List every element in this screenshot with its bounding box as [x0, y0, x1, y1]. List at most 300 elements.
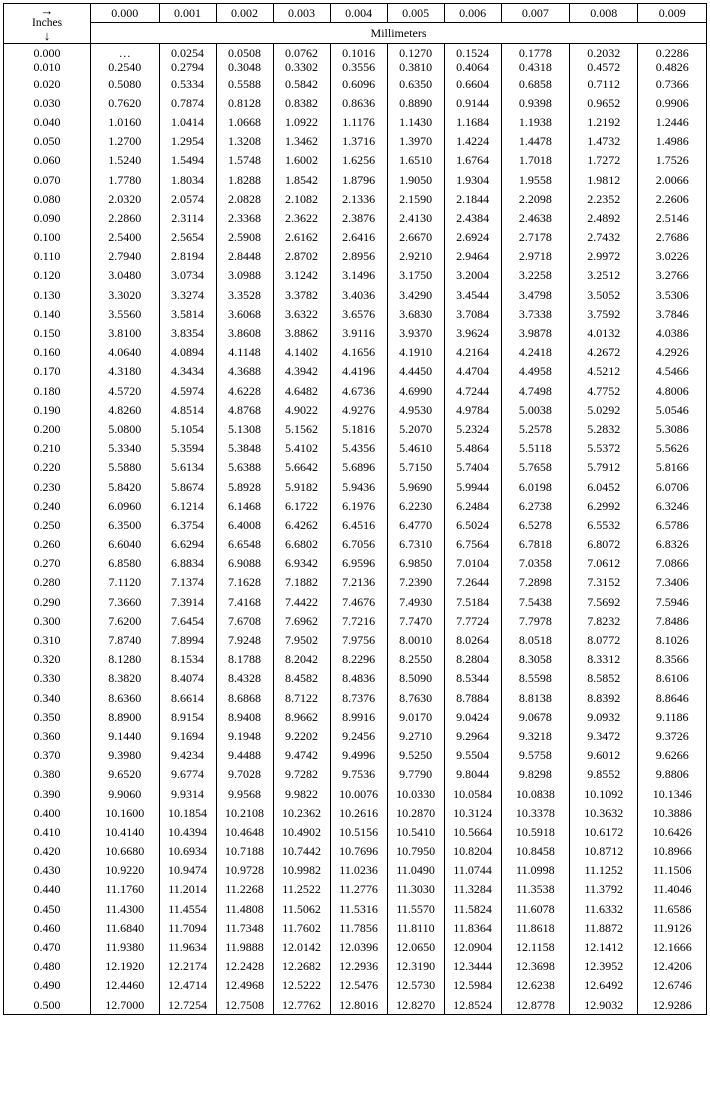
mm-value-cell: 0.4826	[638, 60, 707, 74]
mm-value-cell: 8.5852	[570, 669, 638, 688]
mm-value-cell: 5.0038	[501, 400, 569, 419]
mm-value-cell: 8.3566	[638, 650, 707, 669]
mm-value-cell: 1.5748	[216, 151, 273, 170]
mm-value-cell: 5.1308	[216, 419, 273, 438]
mm-value-cell: 2.7432	[570, 228, 638, 247]
mm-value-cell: 7.1628	[216, 573, 273, 592]
mm-value-cell: 0.8890	[387, 93, 444, 112]
mm-value-cell: 1.5240	[91, 151, 159, 170]
mm-value-cell: 10.4648	[216, 822, 273, 841]
mm-value-cell: 0.2286	[638, 44, 707, 61]
mm-value-cell: 0.8128	[216, 93, 273, 112]
table-row	[4, 707, 707, 726]
mm-value-cell: 8.4328	[216, 669, 273, 688]
mm-value-cell: 2.9464	[444, 247, 501, 266]
mm-value-cell: 11.9888	[216, 937, 273, 956]
mm-value-cell: 6.8580	[91, 554, 159, 573]
mm-value-cell: 7.3660	[91, 592, 159, 611]
mm-value-cell: 10.6172	[570, 822, 638, 841]
mm-value-cell: 1.0922	[273, 112, 330, 131]
mm-value-cell: 8.2042	[273, 650, 330, 669]
table-row	[4, 937, 707, 956]
mm-value-cell: 5.7658	[501, 458, 569, 477]
mm-value-cell: 1.3970	[387, 132, 444, 151]
mm-value-cell: 11.8872	[570, 918, 638, 937]
mm-value-cell: 4.1656	[330, 343, 387, 362]
mm-value-cell: 10.6426	[638, 822, 707, 841]
mm-value-cell: 7.2390	[387, 573, 444, 592]
mm-value-cell: 11.0744	[444, 861, 501, 880]
mm-value-cell: 3.3020	[91, 285, 159, 304]
column-header: 0.006	[444, 4, 501, 23]
mm-value-cell: 6.5786	[638, 515, 707, 534]
mm-value-cell: 9.0424	[444, 707, 501, 726]
mm-value-cell: 10.4902	[273, 822, 330, 841]
mm-value-cell: 0.0508	[216, 44, 273, 61]
mm-value-cell: 12.0142	[273, 937, 330, 956]
mm-value-cell: 3.2258	[501, 266, 569, 285]
mm-value-cell: 11.8364	[444, 918, 501, 937]
mm-value-cell: 9.8552	[570, 765, 638, 784]
table-row	[4, 362, 707, 381]
mm-value-cell: 11.2014	[159, 880, 216, 899]
mm-value-cell: 7.6962	[273, 611, 330, 630]
mm-value-cell: 12.9286	[638, 995, 707, 1015]
mm-value-cell: 4.3688	[216, 362, 273, 381]
table-row	[4, 515, 707, 534]
mm-value-cell: 7.6200	[91, 611, 159, 630]
mm-value-cell: 5.8928	[216, 477, 273, 496]
mm-value-cell: 2.6924	[444, 228, 501, 247]
mm-value-cell: 1.7526	[638, 151, 707, 170]
mm-value-cell: 8.1788	[216, 650, 273, 669]
mm-value-cell: 9.2202	[273, 726, 330, 745]
mm-value-cell: 0.0254	[159, 44, 216, 61]
inch-value-cell: 0.370	[4, 746, 91, 765]
mm-value-cell: 2.8194	[159, 247, 216, 266]
inch-value-cell: 0.310	[4, 630, 91, 649]
mm-value-cell: 9.7028	[216, 765, 273, 784]
inch-value-cell: 0.130	[4, 285, 91, 304]
mm-value-cell: 10.0076	[330, 784, 387, 803]
mm-value-cell: 0.6604	[444, 74, 501, 93]
mm-value-cell: 12.5222	[273, 976, 330, 995]
table-row	[4, 822, 707, 841]
mm-value-cell: 5.9182	[273, 477, 330, 496]
mm-value-cell: 6.7564	[444, 535, 501, 554]
inch-value-cell: 0.030	[4, 93, 91, 112]
mm-value-cell: 4.2418	[501, 343, 569, 362]
mm-value-cell: 5.6388	[216, 458, 273, 477]
mm-value-cell: 1.6002	[273, 151, 330, 170]
mm-value-cell: 1.0160	[91, 112, 159, 131]
mm-value-cell: 4.9022	[273, 400, 330, 419]
mm-value-cell: 5.1816	[330, 419, 387, 438]
mm-value-cell: 1.8288	[216, 170, 273, 189]
mm-value-cell: 9.6774	[159, 765, 216, 784]
mm-value-cell: 12.5984	[444, 976, 501, 995]
table-row	[4, 784, 707, 803]
mm-value-cell: 9.2964	[444, 726, 501, 745]
mm-value-cell: 0.0762	[273, 44, 330, 61]
mm-value-cell: 5.7404	[444, 458, 501, 477]
mm-value-cell: 10.4140	[91, 822, 159, 841]
mm-value-cell: 10.3632	[570, 803, 638, 822]
inch-value-cell: 0.150	[4, 323, 91, 342]
mm-value-cell: 4.1148	[216, 343, 273, 362]
column-header: 0.007	[501, 4, 569, 23]
mm-value-cell: 2.2606	[638, 189, 707, 208]
mm-value-cell: 6.9596	[330, 554, 387, 573]
mm-value-cell: 9.7282	[273, 765, 330, 784]
mm-value-cell: 11.5570	[387, 899, 444, 918]
mm-value-cell: 6.2738	[501, 496, 569, 515]
mm-value-cell: 10.9982	[273, 861, 330, 880]
mm-value-cell: 8.6106	[638, 669, 707, 688]
mm-value-cell: 4.7752	[570, 381, 638, 400]
mm-value-cell: 10.6934	[159, 842, 216, 861]
mm-value-cell: 2.3622	[273, 208, 330, 227]
table-row	[4, 132, 707, 151]
conversion-table-container	[3, 3, 707, 1091]
mm-value-cell: 9.1440	[91, 726, 159, 745]
inch-value-cell: 0.050	[4, 132, 91, 151]
mm-value-cell: 5.2578	[501, 419, 569, 438]
table-row	[4, 170, 707, 189]
inch-value-cell: 0.320	[4, 650, 91, 669]
inch-value-cell: 0.330	[4, 669, 91, 688]
mm-value-cell: 0.8382	[273, 93, 330, 112]
mm-value-cell: 4.5212	[570, 362, 638, 381]
mm-value-cell: 1.1938	[501, 112, 569, 131]
mm-value-cell: 8.2296	[330, 650, 387, 669]
mm-value-cell: 7.7724	[444, 611, 501, 630]
mm-value-cell: 12.2428	[216, 957, 273, 976]
mm-value-cell: 12.4206	[638, 957, 707, 976]
mm-value-cell: 7.8232	[570, 611, 638, 630]
mm-value-cell: 5.9690	[387, 477, 444, 496]
mm-value-cell: 12.3444	[444, 957, 501, 976]
mm-value-cell: 7.2136	[330, 573, 387, 592]
mm-value-cell: 6.0452	[570, 477, 638, 496]
mm-value-cell: 7.2644	[444, 573, 501, 592]
mm-value-cell: 0.6096	[330, 74, 387, 93]
mm-value-cell: 5.4102	[273, 439, 330, 458]
mm-value-cell: 3.6322	[273, 304, 330, 323]
mm-value-cell: 3.3528	[216, 285, 273, 304]
mm-value-cell: 9.9314	[159, 784, 216, 803]
inch-value-cell: 0.190	[4, 400, 91, 419]
mm-value-cell: 3.0226	[638, 247, 707, 266]
table-row	[4, 304, 707, 323]
mm-value-cell: 0.3302	[273, 60, 330, 74]
mm-value-cell: 3.5814	[159, 304, 216, 323]
mm-value-cell: 4.8006	[638, 381, 707, 400]
mm-value-cell: 9.2456	[330, 726, 387, 745]
mm-value-cell: 9.7790	[387, 765, 444, 784]
mm-value-cell: 7.8994	[159, 630, 216, 649]
mm-value-cell: 5.6896	[330, 458, 387, 477]
mm-value-cell: 9.5250	[387, 746, 444, 765]
mm-value-cell: 5.5372	[570, 439, 638, 458]
mm-value-cell: 3.9878	[501, 323, 569, 342]
table-row	[4, 228, 707, 247]
column-header: 0.005	[387, 4, 444, 23]
mm-value-cell: 10.6680	[91, 842, 159, 861]
mm-value-cell: 1.1176	[330, 112, 387, 131]
inch-value-cell: 0.070	[4, 170, 91, 189]
mm-value-cell: 8.1280	[91, 650, 159, 669]
mm-value-cell: 2.9972	[570, 247, 638, 266]
mm-value-cell: 6.6040	[91, 535, 159, 554]
mm-value-cell: 9.8806	[638, 765, 707, 784]
mm-value-cell: 4.9784	[444, 400, 501, 419]
mm-value-cell: 0.9398	[501, 93, 569, 112]
mm-value-cell: 12.3952	[570, 957, 638, 976]
mm-value-cell: 6.8072	[570, 535, 638, 554]
mm-value-cell: 3.0480	[91, 266, 159, 285]
mm-value-cell: 6.9088	[216, 554, 273, 573]
mm-value-cell: 4.0640	[91, 343, 159, 362]
mm-value-cell: 1.8796	[330, 170, 387, 189]
mm-value-cell: 11.2522	[273, 880, 330, 899]
mm-value-cell: 8.8392	[570, 688, 638, 707]
inch-value-cell: 0.270	[4, 554, 91, 573]
inch-value-cell: 0.120	[4, 266, 91, 285]
mm-value-cell: 6.9342	[273, 554, 330, 573]
mm-value-cell: 3.2766	[638, 266, 707, 285]
mm-value-cell: 4.1402	[273, 343, 330, 362]
header-row-unit	[4, 23, 707, 44]
mm-value-cell: 1.2954	[159, 132, 216, 151]
mm-value-cell: 9.7536	[330, 765, 387, 784]
mm-value-cell: 3.4544	[444, 285, 501, 304]
mm-value-cell: 12.8016	[330, 995, 387, 1015]
mm-value-cell: 11.6840	[91, 918, 159, 937]
inch-value-cell: 0.040	[4, 112, 91, 131]
mm-value-cell: 8.3058	[501, 650, 569, 669]
mm-value-cell: 11.3284	[444, 880, 501, 899]
mm-value-cell: 11.9380	[91, 937, 159, 956]
mm-value-cell: 6.4262	[273, 515, 330, 534]
mm-value-cell: 2.6416	[330, 228, 387, 247]
mm-value-cell: 10.1600	[91, 803, 159, 822]
table-row	[4, 842, 707, 861]
mm-value-cell: 8.7376	[330, 688, 387, 707]
table-row	[4, 343, 707, 362]
column-header: 0.001	[159, 4, 216, 23]
mm-value-cell: 8.1534	[159, 650, 216, 669]
inch-value-cell: 0.400	[4, 803, 91, 822]
mm-value-cell: 0.9906	[638, 93, 707, 112]
mm-value-cell: 11.7348	[216, 918, 273, 937]
mm-value-cell: 7.1882	[273, 573, 330, 592]
mm-value-cell: 4.4196	[330, 362, 387, 381]
mm-value-cell: 11.3792	[570, 880, 638, 899]
mm-value-cell: 0.8636	[330, 93, 387, 112]
mm-value-cell: 2.1082	[273, 189, 330, 208]
inch-value-cell: 0.060	[4, 151, 91, 170]
mm-value-cell: 9.9060	[91, 784, 159, 803]
mm-value-cell: 12.5730	[387, 976, 444, 995]
mm-value-cell: 1.9050	[387, 170, 444, 189]
mm-value-cell: 3.6068	[216, 304, 273, 323]
mm-value-cell: 4.8514	[159, 400, 216, 419]
mm-value-cell: 11.5062	[273, 899, 330, 918]
mm-value-cell: 12.0650	[387, 937, 444, 956]
mm-value-cell: 10.2108	[216, 803, 273, 822]
mm-value-cell: 1.0414	[159, 112, 216, 131]
table-row	[4, 535, 707, 554]
mm-value-cell: 0.6350	[387, 74, 444, 93]
column-header: 0.008	[570, 4, 638, 23]
mm-value-cell: 10.7950	[387, 842, 444, 861]
mm-value-cell: 9.5758	[501, 746, 569, 765]
mm-value-cell: 5.4864	[444, 439, 501, 458]
mm-value-cell: 12.6492	[570, 976, 638, 995]
mm-value-cell: 2.3368	[216, 208, 273, 227]
mm-value-cell: 3.8354	[159, 323, 216, 342]
mm-value-cell: 7.3914	[159, 592, 216, 611]
mm-value-cell: 6.3246	[638, 496, 707, 515]
mm-value-cell: 11.6332	[570, 899, 638, 918]
mm-value-cell: 2.9718	[501, 247, 569, 266]
mm-value-cell: 10.0584	[444, 784, 501, 803]
mm-value-cell: 1.2700	[91, 132, 159, 151]
inch-value-cell: 0.410	[4, 822, 91, 841]
mm-value-cell: 8.6360	[91, 688, 159, 707]
mm-value-cell: 4.2926	[638, 343, 707, 362]
table-row	[4, 266, 707, 285]
mm-value-cell: 1.6256	[330, 151, 387, 170]
mm-value-cell: 8.1026	[638, 630, 707, 649]
mm-value-cell: 1.7272	[570, 151, 638, 170]
inches-label: Inches	[32, 17, 63, 29]
table-row	[4, 439, 707, 458]
mm-value-cell: 3.7592	[570, 304, 638, 323]
mm-value-cell: 11.2268	[216, 880, 273, 899]
mm-value-cell: 4.3434	[159, 362, 216, 381]
mm-value-cell: 4.9276	[330, 400, 387, 419]
mm-value-cell: 11.8618	[501, 918, 569, 937]
mm-value-cell: 10.9728	[216, 861, 273, 880]
mm-value-cell: 7.1374	[159, 573, 216, 592]
mm-value-cell: 12.4714	[159, 976, 216, 995]
mm-value-cell: 3.9116	[330, 323, 387, 342]
mm-value-cell: 9.3726	[638, 726, 707, 745]
mm-value-cell: 2.0320	[91, 189, 159, 208]
mm-value-cell: 4.6228	[216, 381, 273, 400]
table-row	[4, 918, 707, 937]
mm-value-cell: 10.1346	[638, 784, 707, 803]
mm-value-cell: 6.3500	[91, 515, 159, 534]
mm-value-cell: 1.8034	[159, 170, 216, 189]
mm-value-cell: 3.5052	[570, 285, 638, 304]
mm-value-cell: 7.7470	[387, 611, 444, 630]
mm-value-cell: 5.2832	[570, 419, 638, 438]
mm-value-cell: 10.4394	[159, 822, 216, 841]
mm-value-cell: 0.1016	[330, 44, 387, 61]
mm-value-cell: 9.4234	[159, 746, 216, 765]
mm-value-cell: 0.6858	[501, 74, 569, 93]
mm-value-cell: 9.3472	[570, 726, 638, 745]
mm-value-cell: 7.7216	[330, 611, 387, 630]
mm-value-cell: 3.5560	[91, 304, 159, 323]
mm-value-cell: 12.4968	[216, 976, 273, 995]
table-row	[4, 650, 707, 669]
column-header: 0.002	[216, 4, 273, 23]
mm-value-cell: 2.4638	[501, 208, 569, 227]
mm-value-cell: 8.6614	[159, 688, 216, 707]
inch-value-cell: 0.290	[4, 592, 91, 611]
inch-value-cell: 0.160	[4, 343, 91, 362]
mm-value-cell: 8.0518	[501, 630, 569, 649]
mm-value-cell: 2.5400	[91, 228, 159, 247]
mm-value-cell: 9.8298	[501, 765, 569, 784]
mm-value-cell: 2.5654	[159, 228, 216, 247]
mm-value-cell: 1.6764	[444, 151, 501, 170]
mm-value-cell: 8.9916	[330, 707, 387, 726]
mm-value-cell: 0.4318	[501, 60, 569, 74]
mm-value-cell: 6.9850	[387, 554, 444, 573]
mm-value-cell: 11.9634	[159, 937, 216, 956]
table-body	[4, 44, 707, 1015]
mm-value-cell: 11.4300	[91, 899, 159, 918]
mm-value-cell: 11.6078	[501, 899, 569, 918]
mm-value-cell: 5.5880	[91, 458, 159, 477]
mm-value-cell: 7.5184	[444, 592, 501, 611]
mm-value-cell: 1.7018	[501, 151, 569, 170]
inch-value-cell: 0.430	[4, 861, 91, 880]
inch-value-cell: 0.020	[4, 74, 91, 93]
mm-value-cell: 7.6454	[159, 611, 216, 630]
mm-value-cell: 0.7874	[159, 93, 216, 112]
mm-value-cell: 0.5842	[273, 74, 330, 93]
arrow-down-icon: ↓	[43, 28, 51, 43]
mm-value-cell: 5.0292	[570, 400, 638, 419]
mm-value-cell: 5.3086	[638, 419, 707, 438]
mm-value-cell: 3.1242	[273, 266, 330, 285]
mm-value-cell: 5.8674	[159, 477, 216, 496]
mm-value-cell: 8.4074	[159, 669, 216, 688]
inch-value-cell: 0.100	[4, 228, 91, 247]
mm-value-cell: 6.8834	[159, 554, 216, 573]
mm-value-cell: 4.0132	[570, 323, 638, 342]
mm-value-cell: 5.6134	[159, 458, 216, 477]
mm-value-cell: 8.8900	[91, 707, 159, 726]
mm-value-cell: 1.8542	[273, 170, 330, 189]
mm-value-cell: 2.2352	[570, 189, 638, 208]
mm-value-cell: 8.3312	[570, 650, 638, 669]
mm-value-cell: 6.4516	[330, 515, 387, 534]
inch-value-cell: 0.180	[4, 381, 91, 400]
mm-value-cell: 5.3340	[91, 439, 159, 458]
inch-value-cell: 0.350	[4, 707, 91, 726]
mm-value-cell: 8.5344	[444, 669, 501, 688]
mm-value-cell: 10.5664	[444, 822, 501, 841]
mm-value-cell: 11.1506	[638, 861, 707, 880]
mm-value-cell: 2.6162	[273, 228, 330, 247]
mm-value-cell: 9.5504	[444, 746, 501, 765]
mm-value-cell: 7.1120	[91, 573, 159, 592]
mm-value-cell: 4.5720	[91, 381, 159, 400]
mm-value-cell: 6.2992	[570, 496, 638, 515]
mm-value-cell: 6.4008	[216, 515, 273, 534]
mm-value-cell: 8.5090	[387, 669, 444, 688]
mm-value-cell: 12.2936	[330, 957, 387, 976]
mm-value-cell: 3.3782	[273, 285, 330, 304]
mm-value-cell: 5.0546	[638, 400, 707, 419]
